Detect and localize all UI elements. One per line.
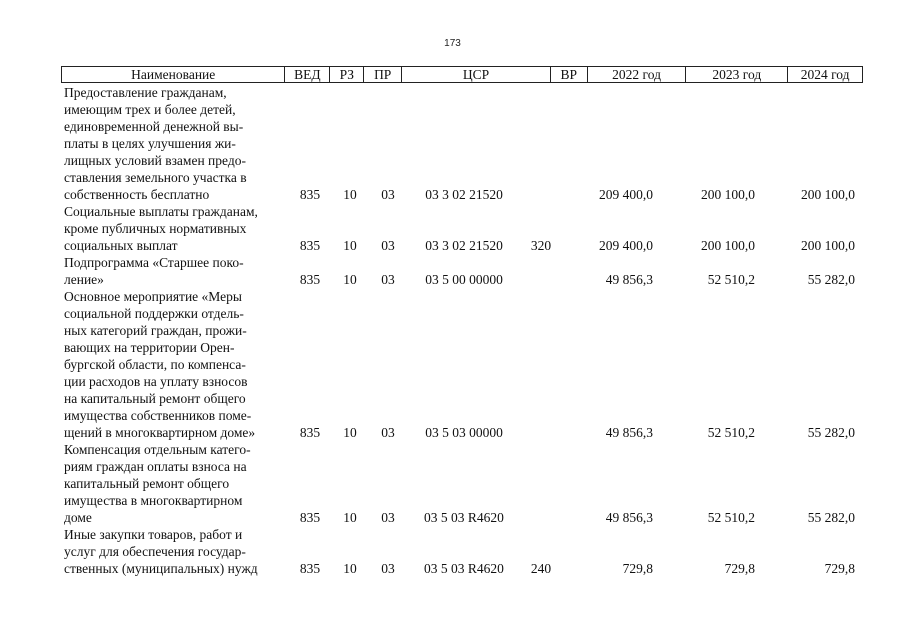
header-pr: ПР <box>364 67 402 82</box>
row-2024: 55 282,0 <box>807 272 855 287</box>
row-2022: 49 856,3 <box>605 510 653 525</box>
row-csr: 03 5 03 00000 <box>425 425 503 440</box>
row-pr: 03 <box>381 510 395 525</box>
row-2024: 55 282,0 <box>807 510 855 525</box>
row-ved: 835 <box>299 561 321 576</box>
header-2023: 2023 год <box>686 67 788 82</box>
row-name: Иные закупки товаров, работ и услуг для обеспечения государ- ственных (муниципальных) нужд <box>64 527 258 576</box>
row-vr: 240 <box>530 561 552 576</box>
row-2022: 49 856,3 <box>605 272 653 287</box>
row-csr: 03 3 02 21520 <box>425 187 503 202</box>
row-rz: 10 <box>343 272 357 287</box>
row-2024: 55 282,0 <box>807 425 855 440</box>
row-2024: 729,8 <box>824 561 855 576</box>
row-2024: 200 100,0 <box>801 238 855 253</box>
row-rz: 10 <box>343 561 357 576</box>
row-rz: 10 <box>343 187 357 202</box>
row-csr: 03 3 02 21520 <box>425 238 503 253</box>
row-2023: 52 510,2 <box>707 425 755 440</box>
row-pr: 03 <box>381 238 395 253</box>
row-ved: 835 <box>299 238 321 253</box>
row-vr: 320 <box>530 238 552 253</box>
row-pr: 03 <box>381 272 395 287</box>
row-2023: 729,8 <box>724 561 755 576</box>
row-pr: 03 <box>381 187 395 202</box>
row-name: Компенсация отдельным катего- риям граждан оплаты взноса на капитальный ремонт общего имущества в многоквартирном доме <box>64 442 251 525</box>
row-name: Подпрограмма «Старшее поко- ление» <box>64 255 244 287</box>
row-2023: 200 100,0 <box>701 187 755 202</box>
row-name: Социальные выплаты гражданам, кроме публичных нормативных социальных выплат <box>64 204 258 253</box>
header-csr: ЦСР <box>402 67 551 82</box>
page-number: 173 <box>444 38 461 49</box>
header-rz: РЗ <box>330 67 364 82</box>
row-2022: 729,8 <box>622 561 653 576</box>
row-2023: 52 510,2 <box>707 510 755 525</box>
row-2022: 49 856,3 <box>605 425 653 440</box>
row-2022: 209 400,0 <box>599 187 653 202</box>
row-2022: 209 400,0 <box>599 238 653 253</box>
header-2022: 2022 год <box>588 67 687 82</box>
header-name: Наименование <box>62 67 285 82</box>
row-rz: 10 <box>343 510 357 525</box>
header-ved: ВЕД <box>285 67 330 82</box>
row-2024: 200 100,0 <box>801 187 855 202</box>
row-pr: 03 <box>381 425 395 440</box>
row-ved: 835 <box>299 510 321 525</box>
row-csr: 03 5 00 00000 <box>425 272 503 287</box>
row-ved: 835 <box>299 272 321 287</box>
row-csr: 03 5 03 R4620 <box>424 561 504 576</box>
row-name: Основное мероприятие «Меры социальной поддержки отдель- ных категорий граждан, прожи- вающих на территории Орен- бургской области, по компенса- ции расходов на уплату взносов на капитальный ремонт общего имущества собственников поме- щений в многоквартирном доме» <box>64 289 256 440</box>
row-pr: 03 <box>381 561 395 576</box>
row-name: Предоставление гражданам, имеющим трех и более детей, единовременной денежной вы- платы в целях улучшения жи- лищных условий взамен предо- ставления земельного участка в собственность бесплатно <box>64 85 247 202</box>
row-2023: 200 100,0 <box>701 238 755 253</box>
header-2024: 2024 год <box>800 67 850 82</box>
row-2023: 52 510,2 <box>707 272 755 287</box>
row-ved: 835 <box>299 187 321 202</box>
row-rz: 10 <box>343 238 357 253</box>
row-ved: 835 <box>299 425 321 440</box>
row-csr: 03 5 03 R4620 <box>424 510 504 525</box>
header-vr: ВР <box>551 67 588 82</box>
row-rz: 10 <box>343 425 357 440</box>
